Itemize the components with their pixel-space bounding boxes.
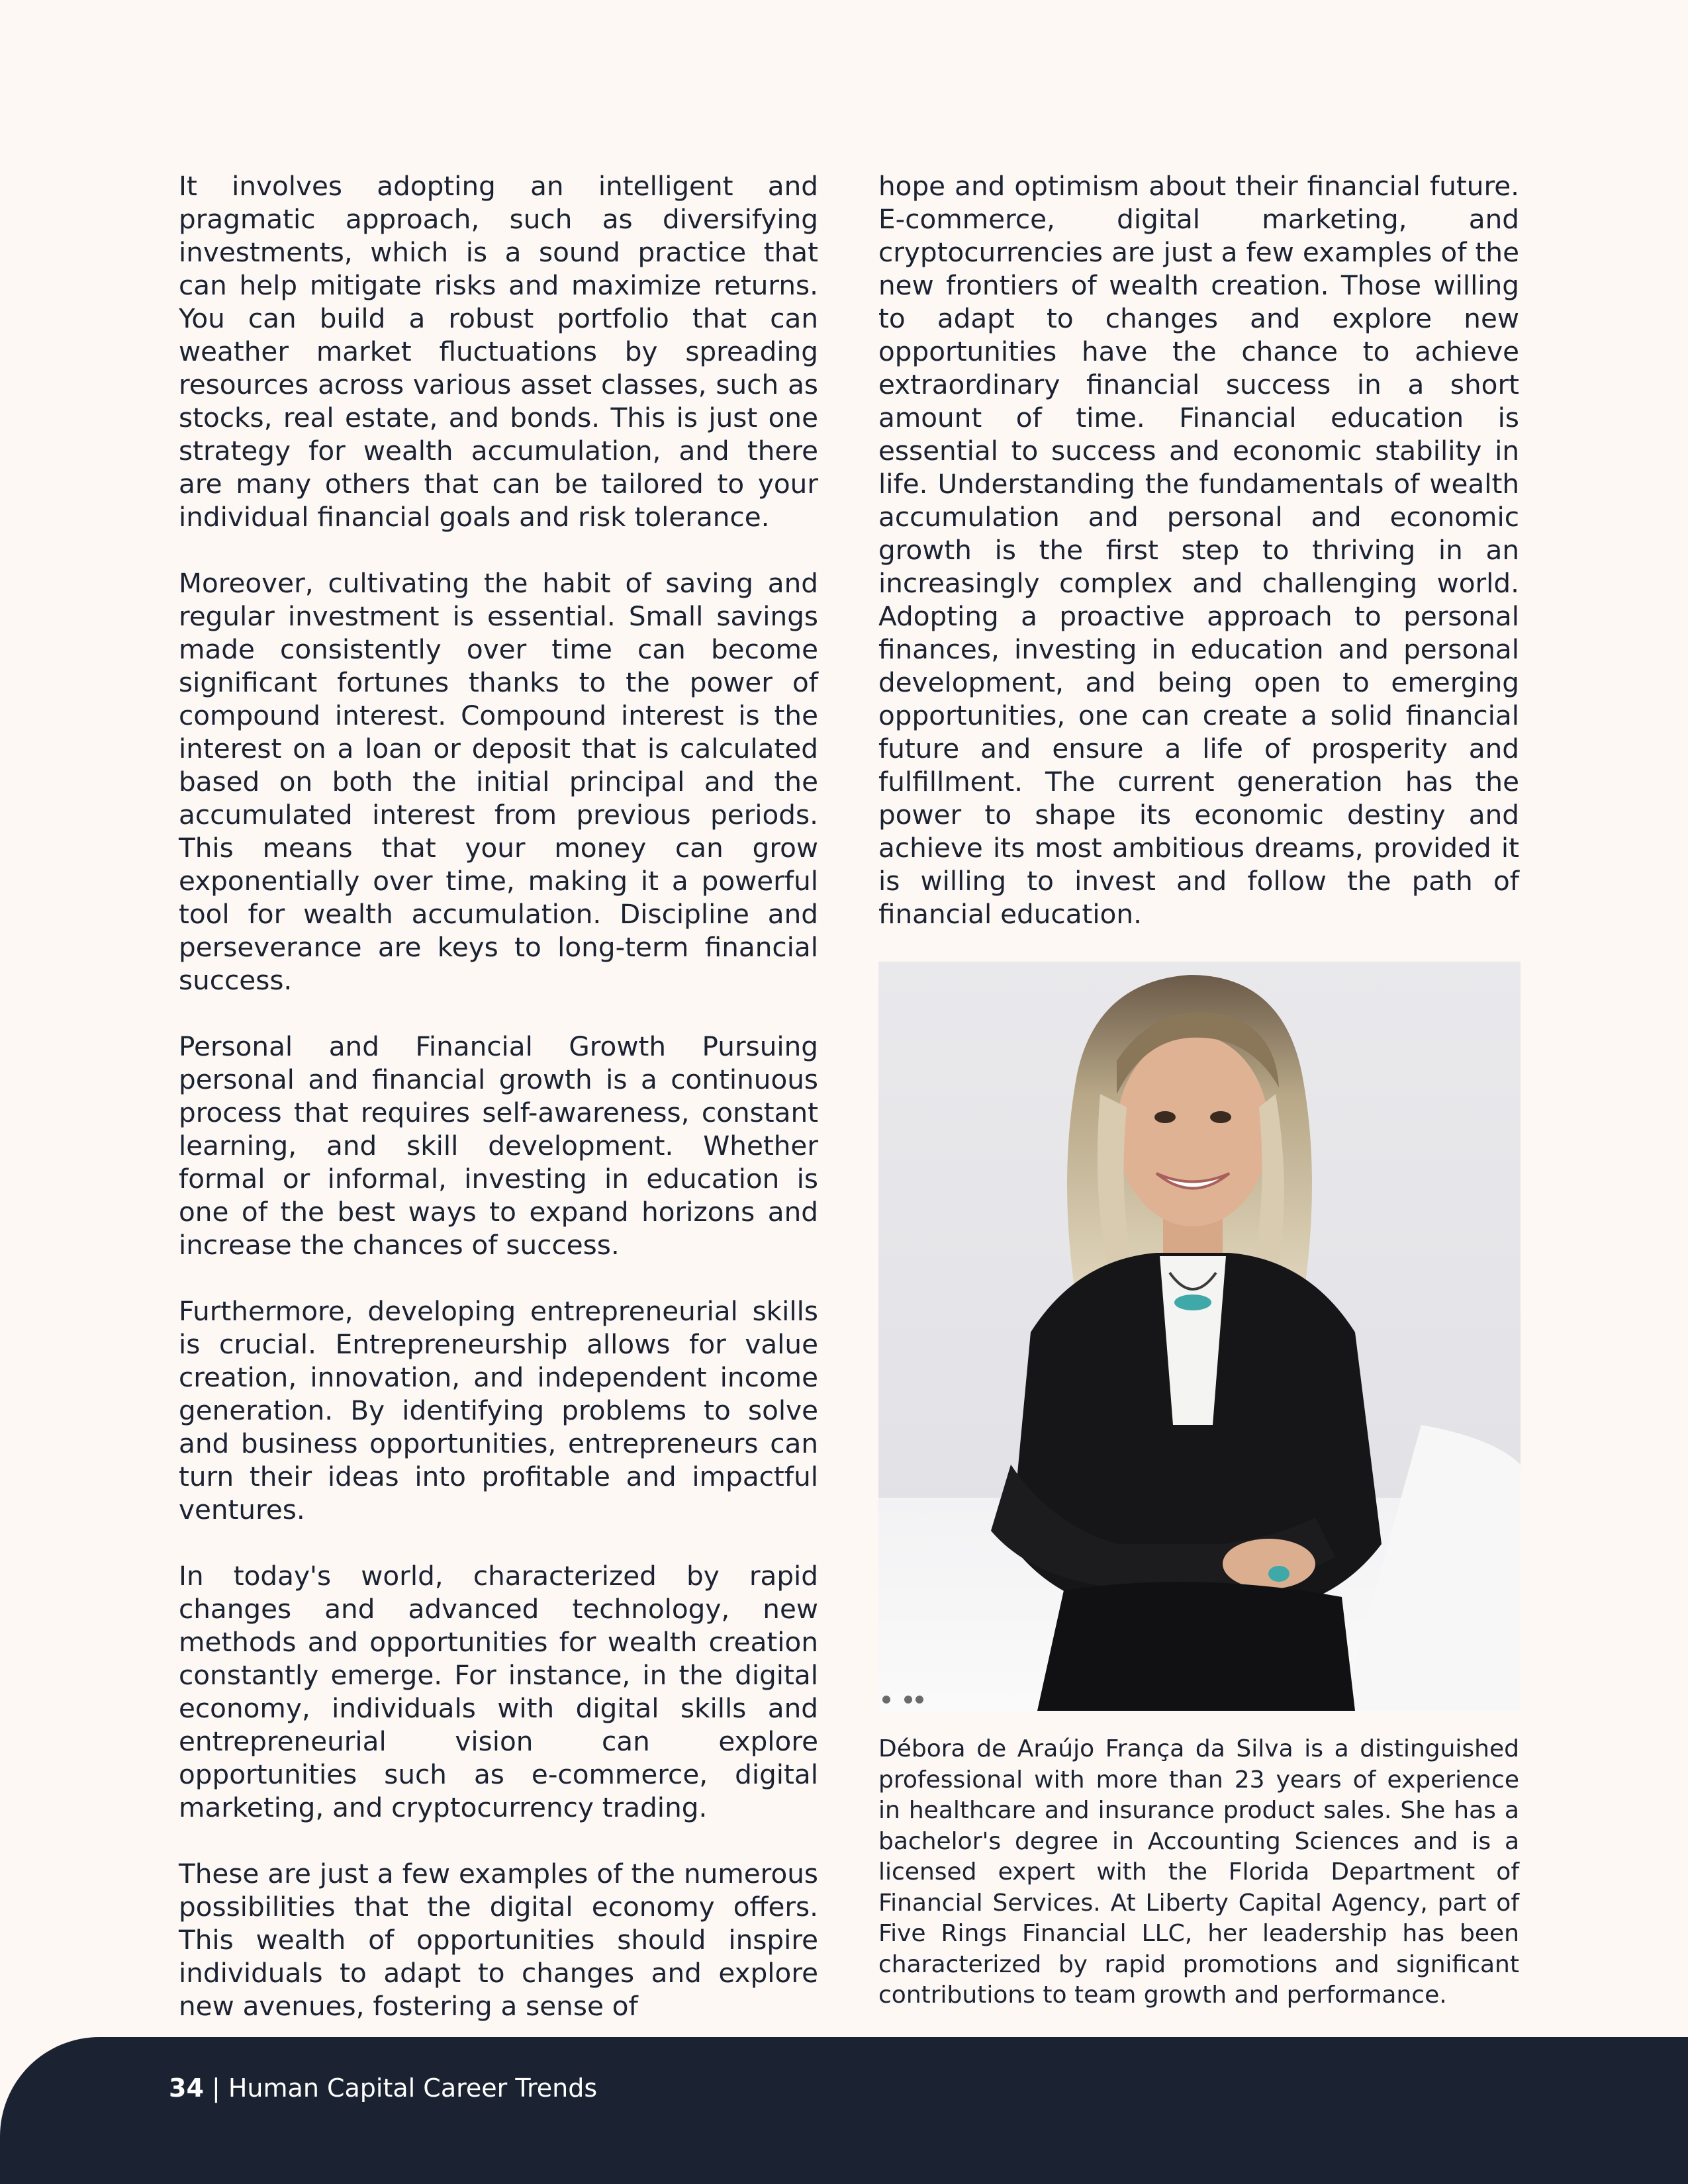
left-eye: [1154, 1111, 1176, 1123]
left-paragraph-5: In today's world, characterized by rapid changes and advanced technology, new methods and opportunities for wealth creation constantly emerge. For instance, in the digital economy, individuals with digital skills and entrepreneurial vision can explore opportunities such as e-commerce, digital marketing, and cryptocurrency trading.: [179, 1560, 818, 1823]
stool-stud: [915, 1696, 923, 1704]
left-paragraph-2: Moreover, cultivating the habit of saving and regular investment is essential. Small savings made consistently over time can become significant fortunes thanks to the power of compound interest. Compound interest is the interest on a loan or deposit that is calculated based on both the initial principal and the accumulated interest from previous periods. This means that your money can grow exponentially over time, making it a powerful tool for wealth accumulation. Discipline and perseverance are keys to long-term financial success.: [179, 567, 818, 996]
left-paragraph-6: These are just a few examples of the numerous possibilities that the digital economy offers. This wealth of opportunities should inspire individuals to adapt to changes and explore new avenues, fostering a sense of: [179, 1858, 818, 2022]
left-paragraph-3: Personal and Financial Growth Pursuing personal and financial growth is a continuous process that requires self-awareness, constant learning, and skill development. Whether formal or informal, investing in education is one of the best ways to expand horizons and increase the chances of success.: [179, 1030, 818, 1261]
page-number: 34: [169, 2073, 204, 2103]
portrait-illustration: [878, 962, 1521, 1711]
footer-separator: |: [203, 2073, 228, 2103]
hand: [1223, 1539, 1315, 1589]
left-paragraph-4: Furthermore, developing entrepreneurial skills is crucial. Entrepreneurship allows for value creation, innovation, and independent income generation. By identifying problems to solve and business opportunities, entrepreneurs can turn their ideas into profitable and impactful ventures.: [179, 1295, 818, 1525]
photo-caption: Débora de Araújo França da Silva is a distinguished professional with more than 23 years of experience in healthcare and insurance product sales. She has a bachelor's degree in Accounting Sciences and is a licensed expert with the Florida Department of Financial Services. At Liberty Capital Agency, part of Five Rings Financial LLC, her leadership has been characterized by rapid promotions and significant contributions to team growth and performance.: [878, 1735, 1519, 2009]
footer-text: [169, 2073, 597, 2103]
stool-stud: [882, 1696, 890, 1704]
left-paragraph-1: It involves adopting an intelligent and pragmatic approach, such as diversifying investments, which is a sound practice that can help mitigate risks and maximize returns. You can build a robust portfolio that can weather market fluctuations by spreading resources across various asset classes, such as stocks, real estate, and bonds. This is just one strategy for wealth accumulation, and there are many others that can be tailored to your individual financial goals and risk tolerance.: [179, 170, 818, 533]
right-eye: [1210, 1111, 1231, 1123]
face: [1117, 1034, 1269, 1226]
turquoise-pendant: [1174, 1295, 1211, 1310]
portrait-photo: [878, 962, 1521, 1711]
legs: [1037, 1582, 1355, 1711]
left-column: [179, 169, 818, 2023]
right-paragraph-1: hope and optimism about their financial future. E-commerce, digital marketing, and cryptocurrencies are just a few examples of the new frontiers of wealth creation. Those willing to adapt to changes and explore new opportunities have the chance to achieve extraordinary financial success in a short amount of time. Financial education is essential to success and economic stability in life. Understanding the fundamentals of wealth accumulation and personal and economic growth is the first step to thriving in an increasingly complex and challenging world. Adopting a proactive approach to personal finances, investing in education and personal development, and being open to emerging opportunities, one can create a solid financial future and ensure a life of prosperity and fulfillment. The current generation has the power to shape its economic destiny and achieve its most ambitious dreams, provided it is willing to invest and follow the path of financial education.: [878, 170, 1519, 930]
footer: [0, 2037, 1688, 2184]
publication-title: Human Capital Career Trends: [228, 2073, 598, 2103]
turquoise-ring: [1268, 1566, 1289, 1582]
right-column: [878, 169, 1519, 931]
stool-stud: [904, 1696, 912, 1704]
